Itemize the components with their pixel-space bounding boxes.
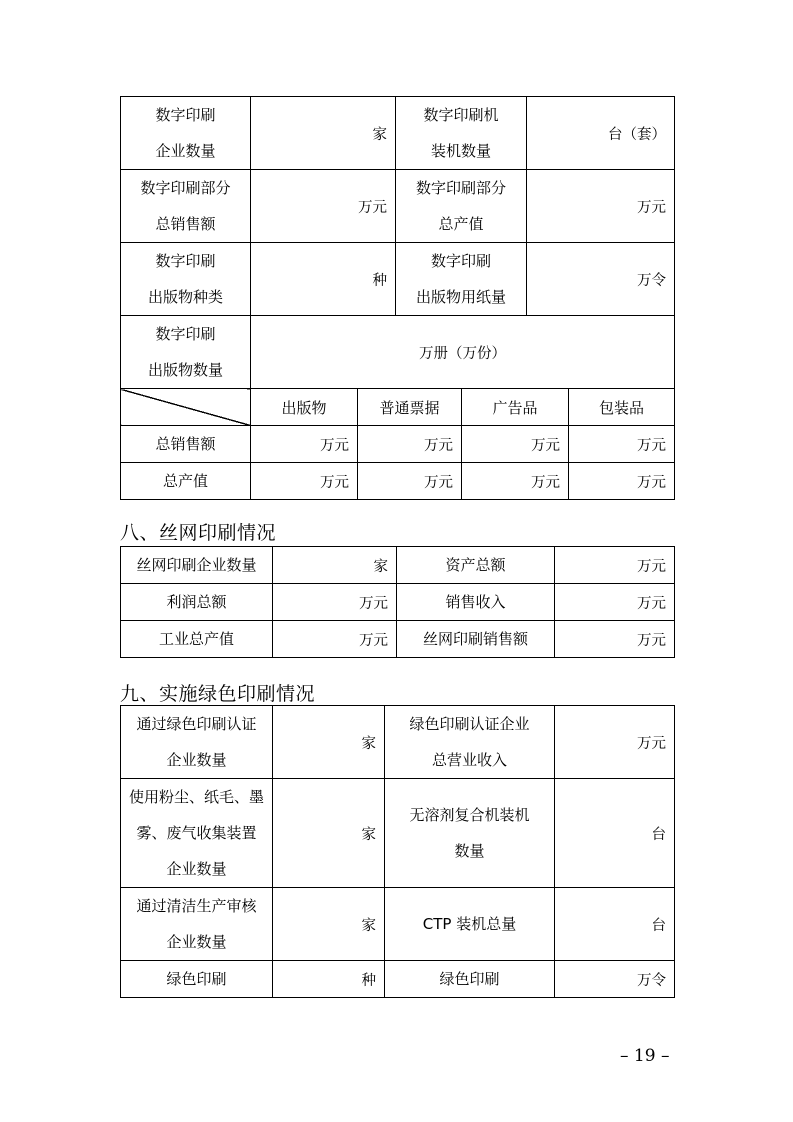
unit-cell: 万元 bbox=[251, 463, 358, 500]
unit-cell: 种 bbox=[251, 243, 396, 316]
unit-cell: 台（套） bbox=[527, 97, 675, 170]
unit-cell: 种 bbox=[273, 961, 385, 998]
row-label: 数字印刷 出版物种类 bbox=[121, 243, 251, 316]
diagonal-header-cell bbox=[121, 389, 251, 426]
table-row bbox=[121, 170, 675, 243]
column-header: 普通票据 bbox=[358, 389, 462, 426]
table-row bbox=[121, 961, 675, 998]
table-row bbox=[121, 316, 675, 389]
unit-cell: 万元 bbox=[462, 426, 569, 463]
section-title: 九、实施绿色印刷情况 bbox=[120, 683, 316, 705]
row-label: 无溶剂复合机装机 数量 bbox=[385, 779, 555, 888]
row-label: 总产值 bbox=[121, 463, 251, 500]
unit-cell: 万元 bbox=[273, 621, 397, 658]
digital-printing-table bbox=[120, 96, 675, 500]
row-label: 绿色印刷认证企业 总营业收入 bbox=[385, 706, 555, 779]
row-label: 数字印刷 出版物用纸量 bbox=[396, 243, 527, 316]
table-row bbox=[121, 547, 675, 584]
unit-cell: 万元 bbox=[555, 584, 675, 621]
row-label: 工业总产值 bbox=[121, 621, 273, 658]
table-row bbox=[121, 621, 675, 658]
table-row bbox=[121, 243, 675, 316]
unit-cell: 家 bbox=[251, 97, 396, 170]
table-header-row bbox=[121, 389, 675, 426]
row-label: 丝网印刷销售额 bbox=[397, 621, 555, 658]
unit-cell: 家 bbox=[273, 706, 385, 779]
screen-printing-table bbox=[120, 546, 675, 658]
row-label: 总销售额 bbox=[121, 426, 251, 463]
unit-cell: 万令 bbox=[527, 243, 675, 316]
row-label: 数字印刷部分 总产值 bbox=[396, 170, 527, 243]
unit-cell: 万元 bbox=[569, 463, 675, 500]
unit-cell: 万元 bbox=[273, 584, 397, 621]
unit-cell: 家 bbox=[273, 547, 397, 584]
unit-cell: 万元 bbox=[555, 706, 675, 779]
row-label: 利润总额 bbox=[121, 584, 273, 621]
green-printing-table bbox=[120, 705, 675, 998]
unit-cell: 家 bbox=[273, 779, 385, 888]
unit-cell: 万令 bbox=[555, 961, 675, 998]
unit-cell: 万元 bbox=[251, 170, 396, 243]
table-row bbox=[121, 97, 675, 170]
unit-cell: 万元 bbox=[527, 170, 675, 243]
unit-cell: 万元 bbox=[358, 463, 462, 500]
row-label: CTP 装机总量 bbox=[385, 888, 555, 961]
row-label: 数字印刷 企业数量 bbox=[121, 97, 251, 170]
page-number: – 19 – bbox=[620, 1046, 670, 1066]
column-header: 出版物 bbox=[251, 389, 358, 426]
column-header: 广告品 bbox=[462, 389, 569, 426]
row-label: 通过绿色印刷认证 企业数量 bbox=[121, 706, 273, 779]
unit-cell: 万册（万份） bbox=[251, 316, 675, 389]
row-label: 数字印刷机 装机数量 bbox=[396, 97, 527, 170]
table-row bbox=[121, 706, 675, 779]
table-row bbox=[121, 584, 675, 621]
table-row bbox=[121, 426, 675, 463]
unit-cell: 台 bbox=[555, 779, 675, 888]
unit-cell: 万元 bbox=[569, 426, 675, 463]
unit-cell: 万元 bbox=[358, 426, 462, 463]
table-row bbox=[121, 888, 675, 961]
unit-cell: 万元 bbox=[251, 426, 358, 463]
row-label: 通过清洁生产审核 企业数量 bbox=[121, 888, 273, 961]
row-label: 丝网印刷企业数量 bbox=[121, 547, 273, 584]
row-label: 数字印刷部分 总销售额 bbox=[121, 170, 251, 243]
unit-cell: 万元 bbox=[462, 463, 569, 500]
unit-cell: 万元 bbox=[555, 547, 675, 584]
table-row bbox=[121, 779, 675, 888]
row-label: 资产总额 bbox=[397, 547, 555, 584]
row-label: 使用粉尘、纸毛、墨 雾、废气收集装置 企业数量 bbox=[121, 779, 273, 888]
column-header: 包装品 bbox=[569, 389, 675, 426]
row-label: 绿色印刷 bbox=[385, 961, 555, 998]
row-label: 销售收入 bbox=[397, 584, 555, 621]
section-title: 八、丝网印刷情况 bbox=[120, 522, 277, 544]
unit-cell: 家 bbox=[273, 888, 385, 961]
row-label: 绿色印刷 bbox=[121, 961, 273, 998]
row-label: 数字印刷 出版物数量 bbox=[121, 316, 251, 389]
unit-cell: 台 bbox=[555, 888, 675, 961]
unit-cell: 万元 bbox=[555, 621, 675, 658]
table-row bbox=[121, 463, 675, 500]
